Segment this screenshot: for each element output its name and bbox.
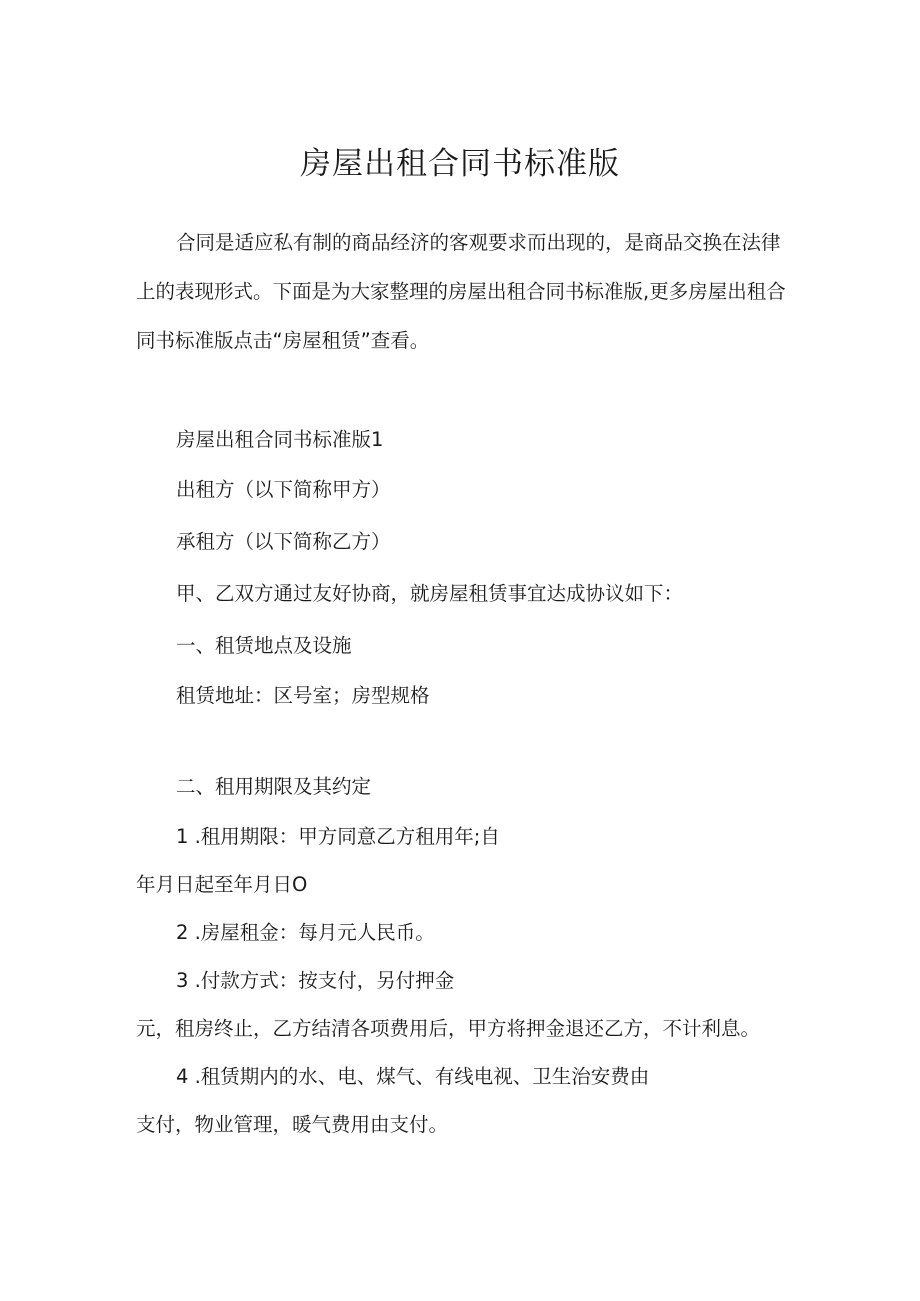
term-item-3: 3 .付款方式：按支付，另付押金 <box>176 969 455 992</box>
term-item-1: 1 .租用期限：甲方同意乙方租用年;自 <box>176 825 500 848</box>
intro-paragraph: 合同是适应私有制的商品经济的客观要求而出现的，是商品交换在法律上的表现形式。下面是为大家整理的房屋出租合同书标准版,更多房屋出租合同书标准版点击“房屋租赁”查看。 <box>136 231 786 352</box>
rental-address-line: 租赁地址：区号室；房型规格 <box>176 684 430 707</box>
document-title: 房屋出租合同书标准版 <box>300 146 620 182</box>
term-item-2: 2 .房屋租金：每月元人民币。 <box>176 921 435 944</box>
term-item-3-continuation: 元，租房终止，乙方结清各项费用后，甲方将押金退还乙方，不计利息。 <box>136 1017 761 1040</box>
section-heading: 房屋出租合同书标准版1 <box>176 428 384 451</box>
term-item-4-continuation: 支付，物业管理，暖气费用由支付。 <box>136 1113 449 1136</box>
term-item-4: 4 .租赁期内的水、电、煤气、有线电视、卫生治安费由 <box>176 1065 650 1088</box>
lessor-line: 出租方（以下简称甲方） <box>176 478 391 501</box>
clause-heading-1: 一、租赁地点及设施 <box>176 634 352 657</box>
lessee-line: 承租方（以下简称乙方） <box>176 530 391 553</box>
term-item-1-continuation: 年月日起至年月日O <box>136 873 308 896</box>
clause-heading-2: 二、租用期限及其约定 <box>176 775 372 798</box>
agreement-line: 甲、乙双方通过友好协商，就房屋租赁事宜达成协议如下： <box>176 582 684 605</box>
